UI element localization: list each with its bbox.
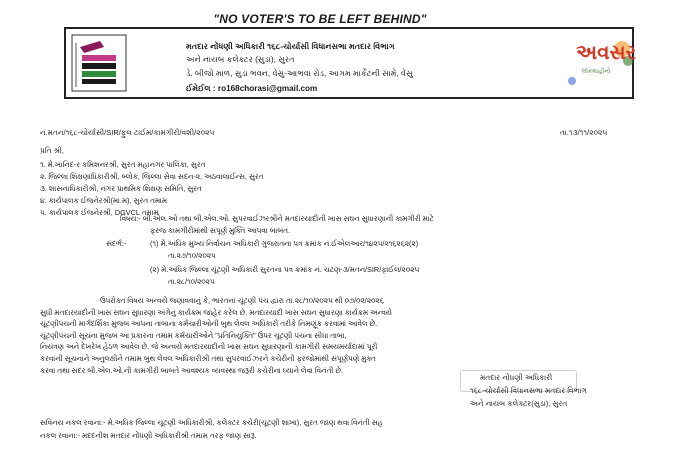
subject-line: ફરજ કામગીરીમાંથી સંપૂર્ણ મુક્તિ આપવા બાબત. — [150, 226, 290, 235]
reference-item: (૧) મે.અધિક મુખ્ય નિર્વાચન અધિકારી ગુજરાતના પત્ર ક્રમાંક નં.ઈએલઆર/૧૪૨૫/૨૧૬૨૬૨(૨) — [150, 239, 419, 248]
letter-date: તા.૧૩/૧૧/૨૦૨૫ — [560, 128, 608, 137]
body-line: ચૂંટણીપંચની માર્ગદર્શિકા મુજબ આપના તાબાના કર્મચારીઓની બુથ લેવલ અધિકારી તરીકે નિમણૂંક કરવામાં આવેલ છે. — [40, 319, 378, 329]
reference-date: તા.૨૮/૧૦/૨૦૨૫ — [168, 277, 215, 286]
body-line: ઉપરોક્ત વિષય અન્વયે જણાવવાનું કે, ભારતના ચૂંટણી પંચ દ્વારા તા.૨૮/૧૦/૨૦૨૫ થી ૦૭/૦૨/૨૦૨૬ — [100, 296, 384, 305]
salutation: પ્રતિ શ્રી, — [40, 146, 64, 155]
motto: "NO VOTER'S TO BE LEFT BEHIND" — [213, 12, 427, 26]
copy-to-line: નકલ રવાના:- મદદનીશ મતદાર નોંધણી અધિકારીશ્રી તમામ તરફ જાણ સારૂ. — [40, 431, 257, 440]
body-line: નિયંત્રણ અને દેખરેખ હેઠળ આવેલ છે. જે અન્વયે મતદારયાદીની ખાસ સઘન સુધારણાની કામગીરી સમયમર્યાદામાં પૂરી — [40, 342, 378, 352]
recipient-line: ૨. જિલ્લા શિક્ષણાધિકારીશ્રી, બ્લોક, જિલ્લા સેવા સદન-૨, અઠવાલાઈન્સ, સુરત — [40, 172, 264, 181]
avsar-logo — [566, 35, 637, 93]
signatory-designation: અને નાયબ કલેક્ટર(સુડા), સુરત — [470, 399, 568, 408]
reference-number: નં.મતન/૧૬૮-ચોર્યાસી/SIR/ફુલ ટાઈમ/કામગીરી/વશી/૨૦૨૫ — [40, 128, 215, 137]
letterhead — [64, 27, 637, 99]
subject-line: વિષય:- બી.એલ.ઓ તથા બી.એલ.ઓ. સુપરવાઈઝરશ્રીને મતદારયાદીની ખાસ સઘન સુધારણાની કામગીરી માટે — [120, 214, 434, 223]
recipient-line: ૧. મે.ખાનિદ-ર કમિશનરશ્રી, સુરત મહાનગર પાલિકા, સુરત — [40, 160, 206, 169]
reference-item: (૨) મે.અધિક જિલ્લા ચૂંટણી અધિકારી સુરતના પત્ર ક્રમાંક નં. ચટણ-૩/મતન/SIR/ફાઈલ/૨૦૨૫ — [150, 265, 420, 274]
recipient-line: ૪. કાર્યપાલક ઈજનેરશ્રી(મા.મ), સુરત તમામ — [40, 196, 167, 205]
recipient-line: ૩. શાસનાધિકારીશ્રી, નગર પ્રાથમિક શિક્ષણ સમિતિ, સુરત — [40, 184, 202, 193]
body-line: કરવા તથા સદર બી.એલ.ઓ.ની કામગીરી બાબતે આવશ્યક વ્યવસ્થા જરૂરી કચેરીના ધ્યાને લેવા વિનંતી છે. — [40, 365, 344, 375]
office-designation: અને નાયબ કલેક્ટર (સુડા), સુરત — [186, 55, 295, 64]
office-name: મતદાર નોંધણી અધિકારી ૧૬૮-ચોર્યાસી વિધાનસભા મતદાર વિભાગ — [186, 42, 395, 51]
signatory-title: મતદાર નોંધણી અધિકારી — [480, 373, 553, 382]
election-commission-logo — [70, 33, 128, 93]
recipient-line: ૫. કાર્યપાલક ઈજનેરશ્રી, DGVCL તમામ — [40, 208, 159, 217]
reference-date: તા.૨૭/૧૦/૨૦૨૫ — [168, 251, 216, 260]
office-address: ડે. બીજો માળ, સુડા ભવન, વેસુ-આભવા રોડ, આગમ માર્કેટની સામે, વેસુ — [186, 69, 413, 78]
references-label: સંદર્ભ:- — [106, 239, 127, 248]
letter-body — [40, 295, 665, 376]
body-line: ચૂંટણીપંચની સૂચના મુજબ આ પ્રકારના તમામ કર્મચારીઓને "પ્રતિનિયુક્તિ" ઉપર ચૂંટણી પંચના સીધા તાબા, — [40, 330, 347, 340]
copy-to-line: સવિનય નકલ રવાના:- મે.અધિક જિલ્લા ચૂંટણી અધિકારીશ્રી, કલેક્ટર કચેરી(ચૂંટણી શાખા), સુરત જાણ થવા વિનંતી સહ — [40, 418, 383, 427]
signatory-office: ૧૬૮-ચોર્યાસી વિધાનસભા મતદાર વિભાગ — [470, 386, 587, 395]
office-email: ઈમેઈલ : ro168chorasi@gmail.com — [186, 84, 318, 93]
avsar-title: અવસર — [576, 40, 637, 64]
body-line: સુધી મતદારયાદીની ખાસ સઘન સુધારણા અંગેનું કાર્યક્રમ જાહેર કરેલ છે. મતદારયાદી ખાસ સઘન સુધારણા કાર્યક્રમ અન્વયે — [40, 307, 392, 317]
avsar-subtitle: લોકશાહીનો — [582, 69, 611, 75]
body-line: કરવાની સૂચનાને અનુલક્ષીને તમામ બુથ લેવલ અધિકારીશ્રી તથા સુપરવાઈઝરને કચેરીની ફરજોમાંથી સંપૂર્ણપણે મુક્ત — [40, 353, 376, 363]
